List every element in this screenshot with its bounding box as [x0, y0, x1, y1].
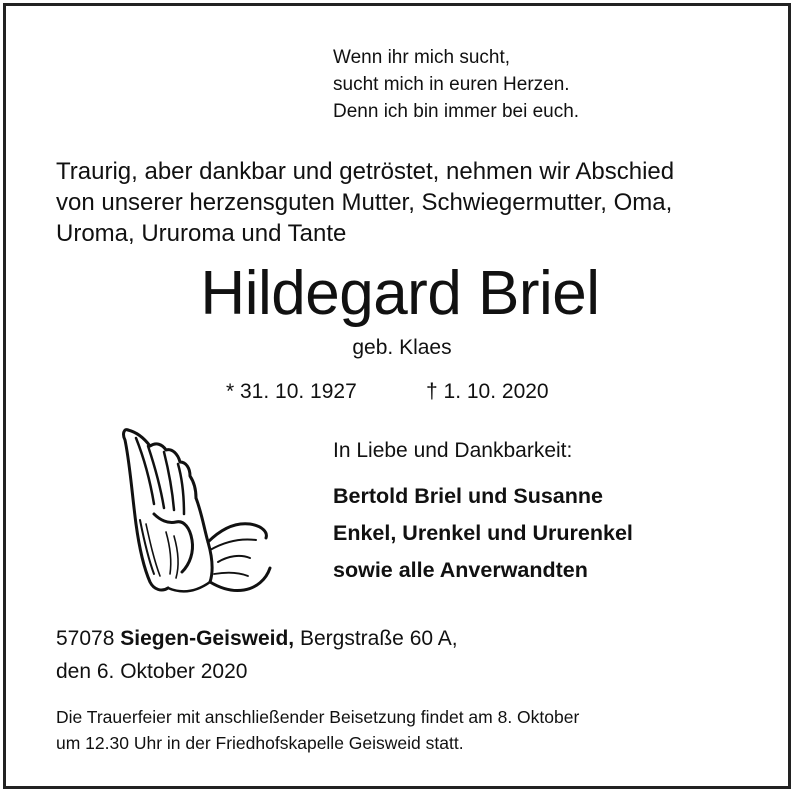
intro-line-3: Uroma, Ururoma und Tante: [56, 220, 347, 247]
notice-date: den 6. Oktober 2020: [56, 660, 248, 683]
city: Siegen-Geisweid,: [120, 627, 295, 650]
mourner-line-2: Enkel, Urenkel und Ururenkel: [333, 521, 633, 545]
mourner-line-3: sowie alle Anverwandten: [333, 558, 588, 582]
poem-line-3: Denn ich bin immer bei euch.: [333, 101, 580, 122]
maiden-name: geb. Klaes: [352, 336, 452, 359]
postcode: 57078: [56, 627, 115, 650]
intro-line-1: Traurig, aber dankbar und getröstet, nehmen wir Abschied: [56, 158, 675, 185]
poem: [333, 44, 579, 125]
deceased-name: Hildegard Briel: [200, 259, 600, 328]
poem-line-2: sucht mich in euren Herzen.: [333, 74, 570, 95]
praying-hands-icon: [110, 424, 280, 596]
street: Bergstraße 60 A,: [299, 627, 458, 650]
intro-line-2: von unserer herzensguten Mutter, Schwiegermutter, Oma,: [56, 189, 673, 216]
mourners-heading: In Liebe und Dankbarkeit:: [333, 439, 573, 462]
birth-date: * 31. 10. 1927: [226, 380, 357, 403]
funeral-info: [56, 704, 579, 756]
mourner-line-1: Bertold Briel und Susanne: [333, 484, 603, 508]
funeral-line-1: Die Trauerfeier mit anschließender Beisetzung findet am 8. Oktober: [56, 707, 580, 727]
poem-line-1: Wenn ihr mich sucht,: [333, 47, 511, 68]
death-date: † 1. 10. 2020: [426, 380, 549, 403]
intro-text: [56, 156, 674, 249]
funeral-line-2: um 12.30 Uhr in der Friedhofskapelle Geisweid statt.: [56, 733, 464, 753]
address-line: [56, 622, 458, 655]
address-block: [56, 622, 458, 688]
